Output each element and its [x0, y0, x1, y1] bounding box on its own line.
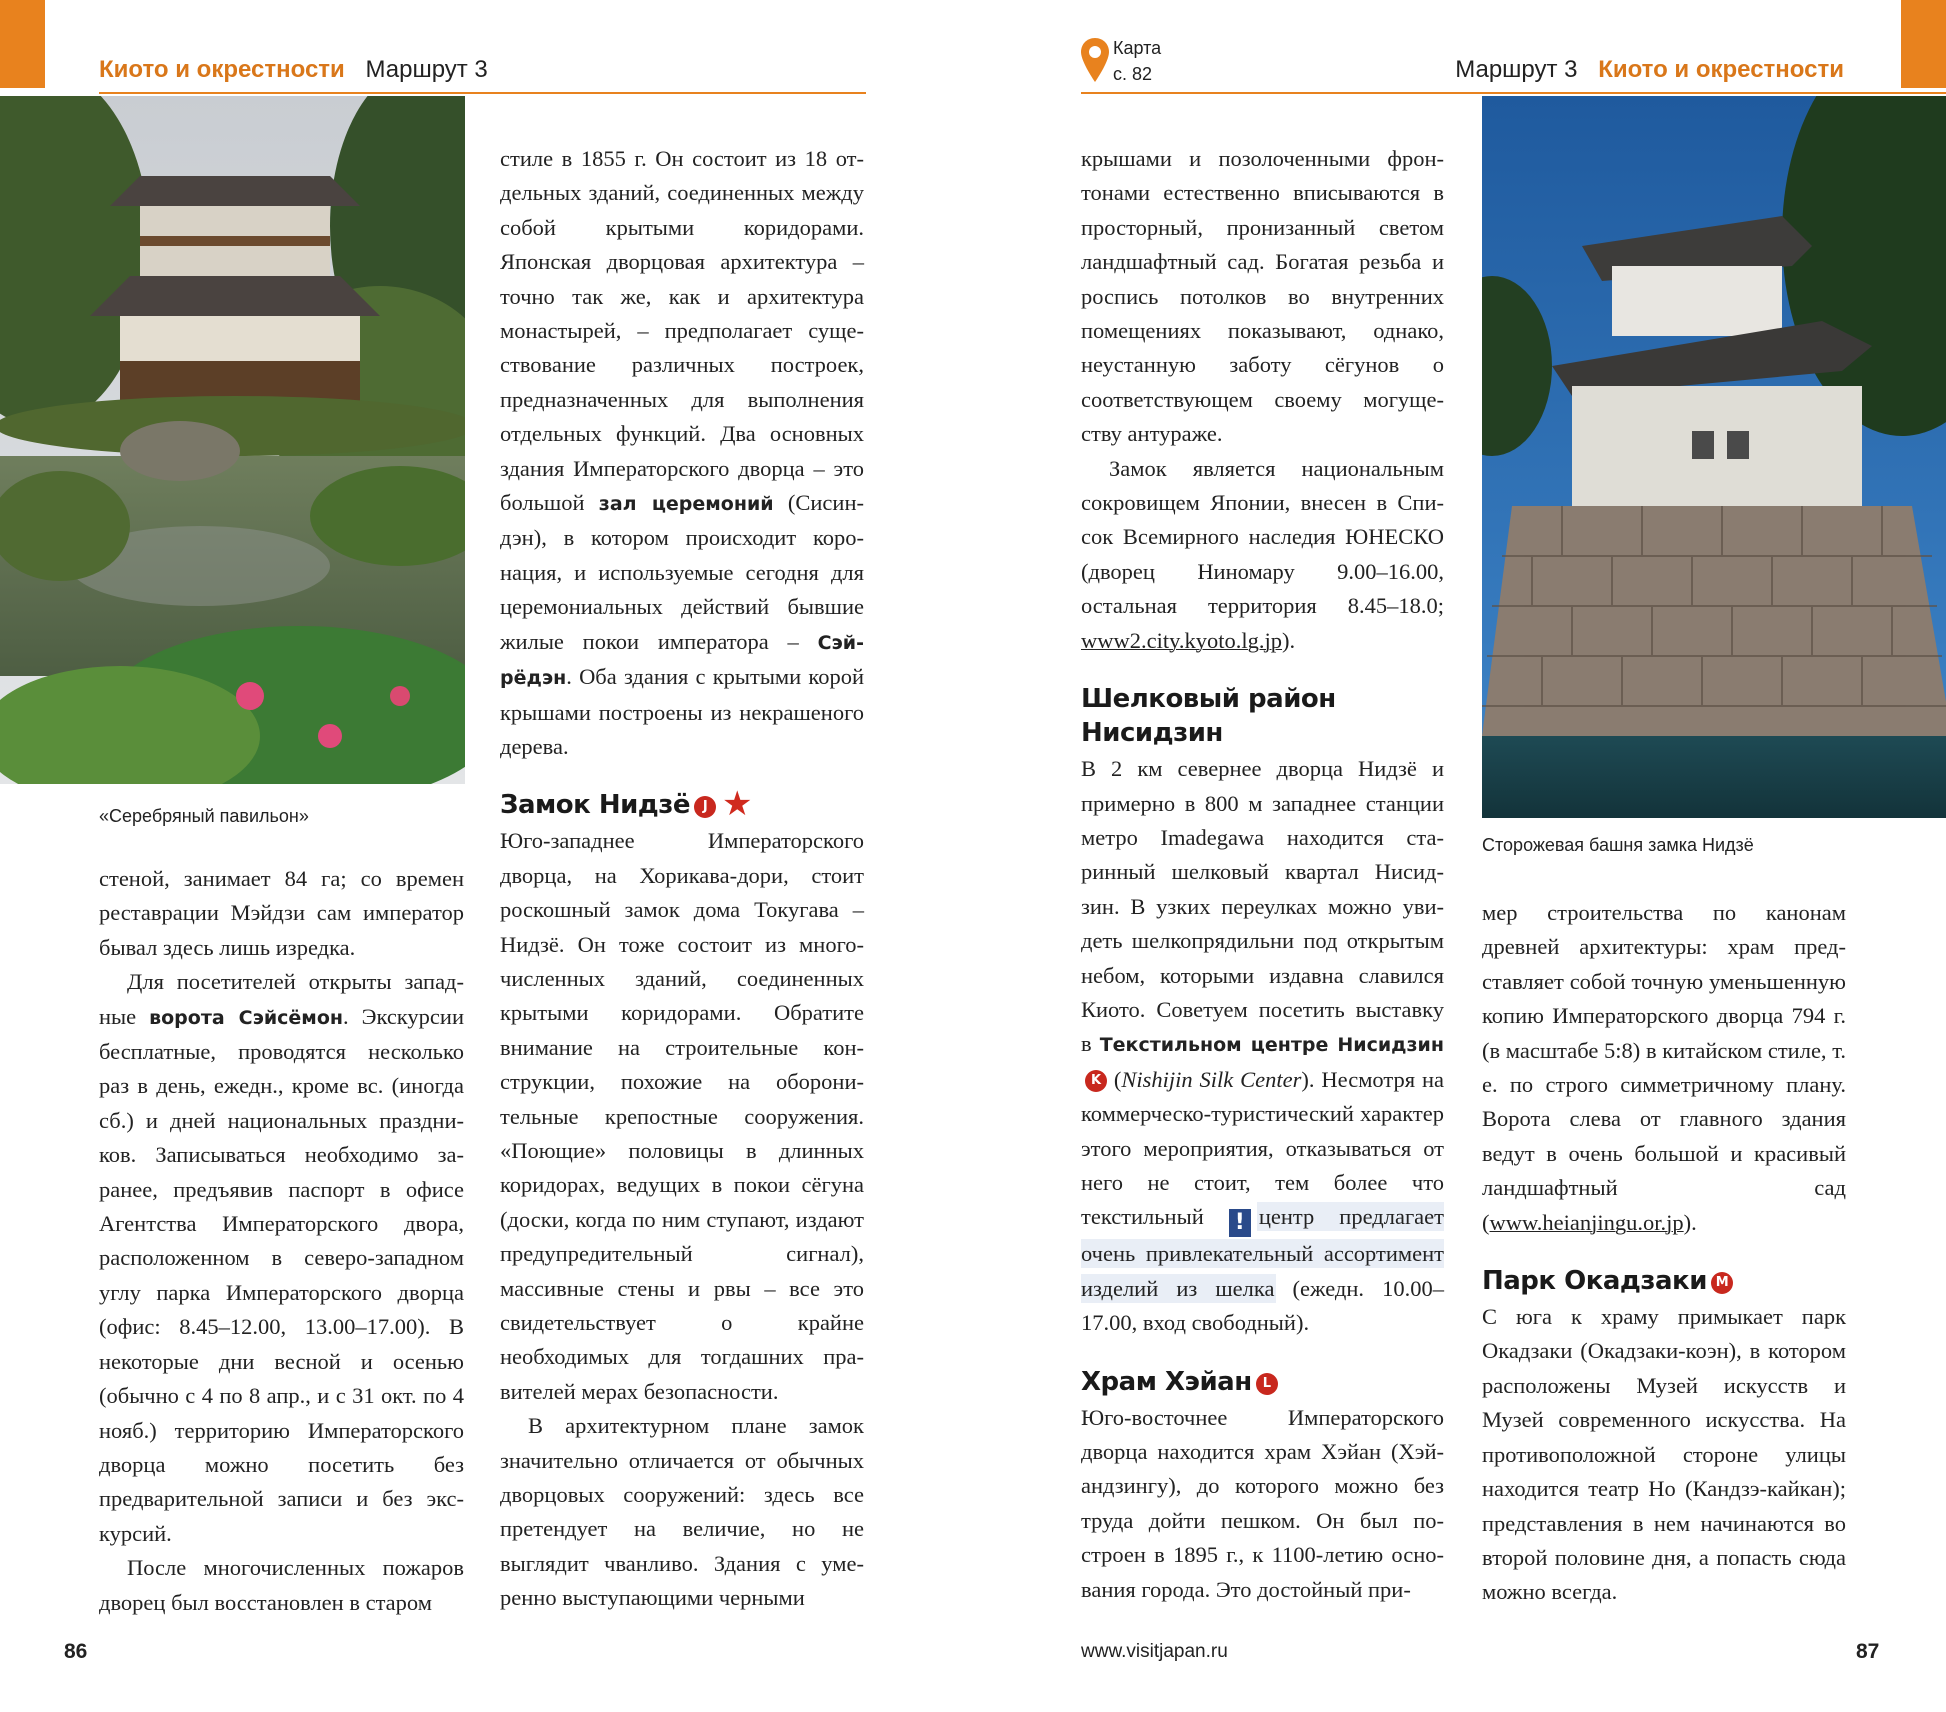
header-route: Маршрут 3 [365, 56, 488, 83]
paragraph: Для посетителей открыты западные ворота Сэйсёмон. Экскурсии бесплатные, проводятся несколько раз в день, ежедн., кроме вс. (иногда сб.) и дней национальных праздников. Записываться необходимо заранее, предъявив паспорт в офисе Агентства Императорского двора, расположенном в северо-западном углу парка Императорского дворца (офис: 8.45–12.00, 13.00–17.00). В некоторые дни весной и осенью (обычно с 4 по 8 апр., и с 31 окт. по 4 нояб.) территорию Императорского дворца можно посетить без предварительной записи и без экскурсий. [99, 969, 464, 1546]
website-link[interactable]: www2.city.kyoto.lg.jp [1081, 627, 1283, 653]
map-marker-badge: J [694, 796, 716, 818]
highlight-term: Текстильном центре Нисидзин [1099, 1034, 1445, 1057]
footer-website[interactable]: www.visitjapan.ru [1081, 1641, 1228, 1662]
section-heading: Храм Хэйан L [1081, 1365, 1444, 1399]
tip-icon: ! [1229, 1209, 1251, 1237]
running-header [99, 56, 488, 84]
right-page [973, 0, 1946, 1712]
nijo-tower-photo [1482, 96, 1946, 818]
text-column [500, 142, 864, 1616]
photo-caption: «Серебряный павильон» [99, 806, 309, 826]
paragraph: стиле в 1855 г. Он состоит из 18 отдельных зданий, соединенных между собой крытыми коридорами. Японская дворцовая архитектура – точно так же, как и архитектура монастырей, – предполагает существование различных построек, предназначенных для выполнения отдельных функций. Два основных здания Императорского дворца – это большой зал церемоний (Сисиндэн), в котором происходит коронация, и используемые сегодня для церемониальных действий бывшие жилые покои императора – Сэйрёдэн. Оба здания с крытыми корой крышами построены из некрашеного дерева. [500, 146, 864, 759]
paragraph: В 2 км севернее дворца Нидзё и примерно в 800 м западнее станции метро Imadegawa находится старинный шелковый квартал Нисидзин. В узких переулках можно увидеть шелкопрядильни под открытым небом, которыми издавна славился Киото. Советуем посетить выставку в Текстильном центре НисидзинK (Nishijin Silk Center). Несмотря на коммерческо-туристический характер этого мероприятия, отказываться от него не стоит, тем более что текстильный ! центр предлагает очень привлекательный ассортимент изделий из шелка (ежедн. 10.00–17.00, вход свободный). [1081, 756, 1445, 1336]
paragraph: Юго-восточнее Императорского дворца находится храм Хэйан (Хэйандзингу), до которого можно без труда дойти пешком. Он был построен в 1895 г., к 1100-летию основания города. Это достойный при- [1081, 1404, 1444, 1602]
map-pin-icon [1081, 38, 1109, 82]
section-heading: Замок Нидзё J ★ [500, 784, 753, 825]
tip-highlight: центр предлагает очень привлекательный ассортимент изделий из шелка [1081, 1204, 1444, 1301]
text-column [1482, 896, 1846, 1610]
map-marker-badge: L [1256, 1373, 1278, 1395]
paragraph: мер строительства по канонам древней архитектуры: храм представляет собой точную уменьшенную копию Императорского дворца 794 г. (в масштабе 5:8) в китайском стиле, т. е. по строго симметричному плану. Ворота слева от главного здания ведут в очень большой и красивый ландшафтный сад (www.heianjingu.or.jp). [1482, 900, 1846, 1235]
paragraph: После многочисленных пожаров дворец был восстановлен в старом [99, 1555, 464, 1615]
map-marker-badge: K [1085, 1070, 1107, 1092]
text-column [1081, 142, 1444, 1607]
chapter-tab [0, 0, 45, 88]
header-route: Маршрут 3 [1455, 56, 1578, 83]
star-icon: ★ [722, 784, 753, 825]
section-heading: Шелковый район Нисидзин [1081, 684, 1336, 749]
header-rule [1081, 92, 1946, 94]
paragraph: Юго-западнее Императорского дворца, на Хорикава-дори, стоит роскошный замок дома Токугава – Нидзё. Он тоже состоит из многочисленных зданий, соединенных крытыми коридорами. Обратите внимание на строительные конструкции, похожие на оборонительные крепостные сооружения. «Поющие» половицы в длинных коридорах, ведущих в покои сёгуна (доски, когда по ним ступают, издают предупредительный сигнал), массивные стены и рвы – все это свидетельствует о крайне необходимых для тогдашних правителей мерах безопасности. [500, 828, 864, 1404]
website-link[interactable]: www.heianjingu.or.jp [1489, 1209, 1684, 1235]
paragraph: С юга к храму примыкает парк Окадзаки (Окадзаки-коэн), в котором расположены Музей искусств и Музей современного искусства. На противоположной стороне улицы находится театр Но (Кандзэ-кайкан); представления в нем начинаются во второй половине дня, а попасть сюда можно всегда. [1482, 1304, 1846, 1605]
map-marker-badge: M [1711, 1272, 1733, 1294]
running-header [1455, 56, 1844, 84]
highlight-term: ворота Сэйсёмон [149, 1006, 344, 1029]
map-page-ref: с. 82 [1113, 64, 1153, 84]
text-column [99, 862, 464, 1620]
paragraph: крышами и позолоченными фронтонами естественно вписываются в просторный, пронизанный светом ландшафтный сад. Богатая резьба и роспись потолков во внутренних помещениях показывают, однако, неустанную заботу сёгунов о соответствующем своему могуществу антураже. [1081, 146, 1444, 447]
paragraph: В архитектурном плане замок значительно отличается от обычных дворцовых сооружений: здесь все претендует на величие, но не выглядит чванливо. Здания с умеренно выступающими черными [500, 1413, 864, 1611]
header-rule [99, 92, 866, 94]
section-heading: Парк Окадзаки M [1482, 1264, 1846, 1298]
paragraph: стеной, занимает 84 га; со времен реставрации Мэйдзи сам император бывал здесь лишь изредка. [99, 866, 464, 960]
page-number: 86 [64, 1640, 88, 1663]
map-label: Карта [1113, 38, 1162, 58]
header-section: Киото и окрестности [99, 56, 345, 83]
highlight-term: Сэйрёдэн [500, 631, 864, 690]
page-number: 87 [1856, 1640, 1880, 1663]
header-section: Киото и окрестности [1598, 56, 1844, 83]
chapter-tab [1901, 0, 1946, 88]
photo-caption: Сторожевая башня замка Нидзё [1482, 835, 1754, 855]
highlight-term: зал церемоний [598, 493, 774, 516]
paragraph: Замок является национальным сокровищем Японии, внесен в Список Всемирного наследия ЮНЕСКО (дворец Ниномару 9.00–16.00, остальная территория 8.45–18.0; www2.city.kyoto.lg.jp). [1081, 455, 1444, 653]
silver-pavilion-photo [0, 96, 465, 784]
